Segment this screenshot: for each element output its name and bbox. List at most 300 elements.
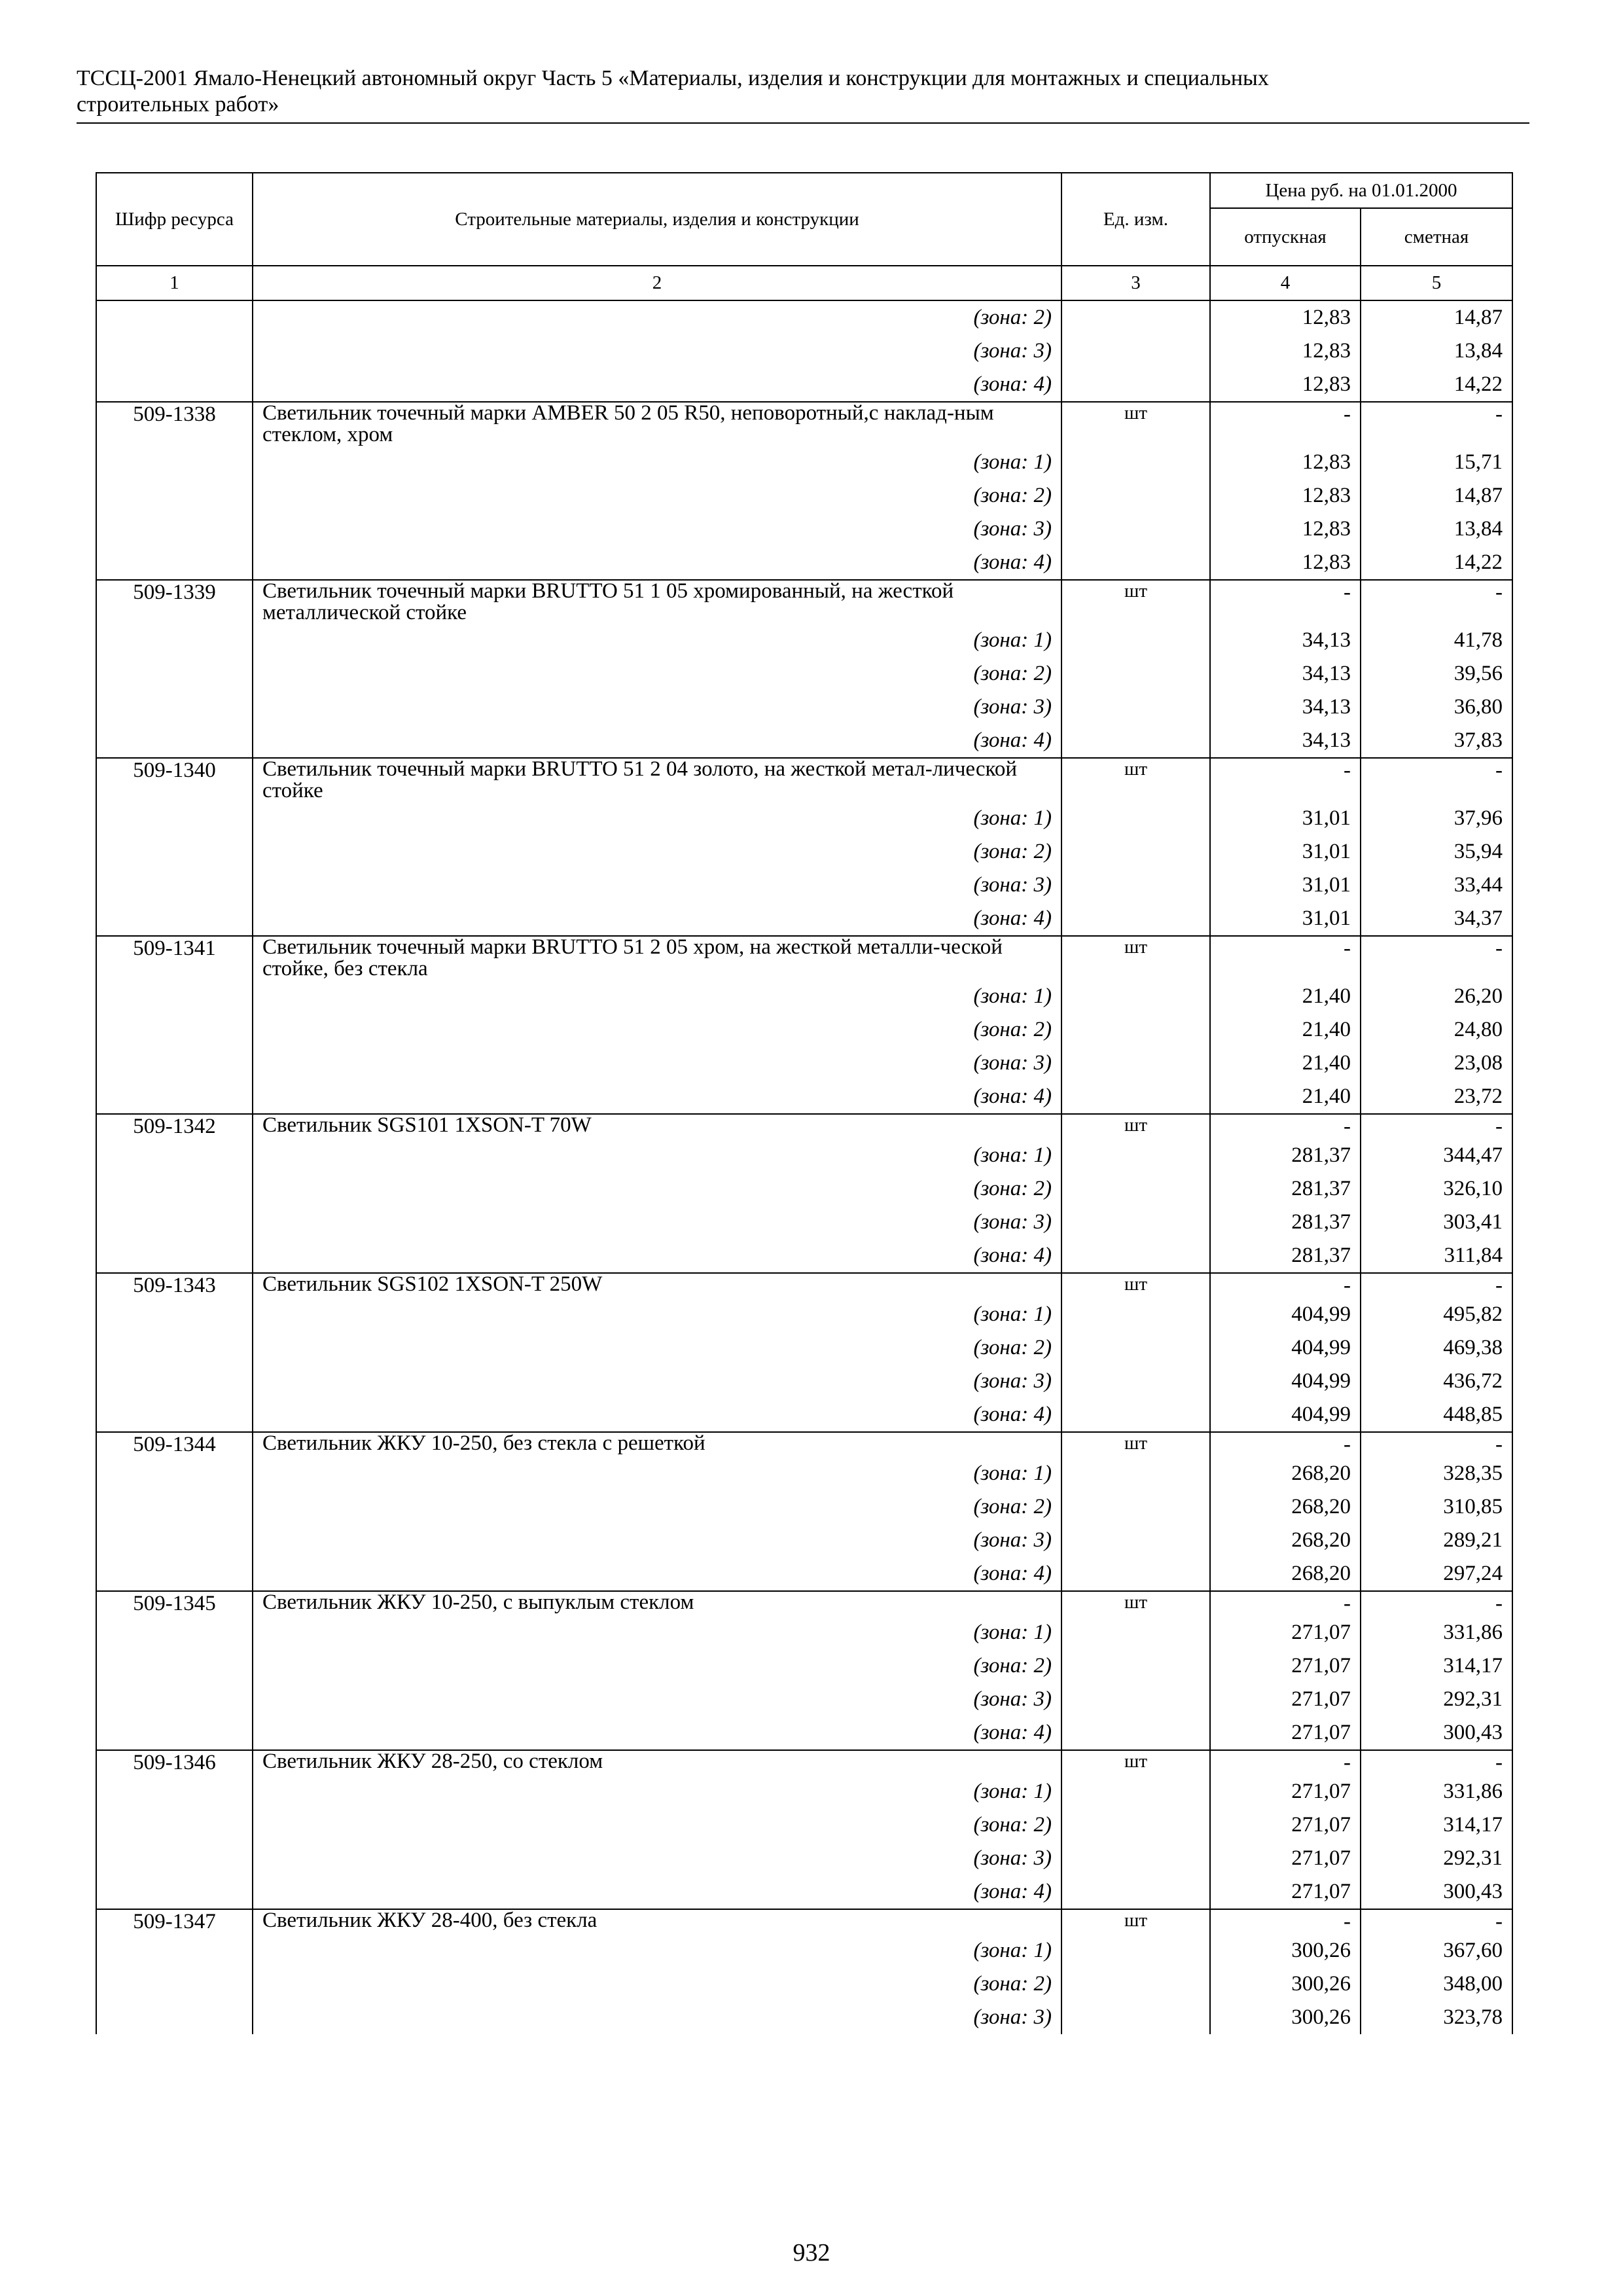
resource-code: 509-1338 — [96, 402, 253, 446]
code-cell — [96, 1557, 253, 1591]
zone-label: (зона: 2) — [973, 840, 1052, 863]
release-price: 12,83 — [1210, 479, 1361, 512]
unit-cell: шт — [1061, 1432, 1210, 1457]
unit-cell — [1061, 802, 1210, 835]
zone-label: (зона: 4) — [973, 1244, 1052, 1267]
zone-label: (зона: 4) — [973, 550, 1052, 574]
zone-row — [96, 657, 1512, 691]
estimate-price: - — [1361, 936, 1512, 980]
unit-cell — [1061, 1331, 1210, 1365]
estimate-price: 35,94 — [1361, 835, 1512, 869]
code-cell — [96, 1934, 253, 1967]
release-price: 31,01 — [1210, 869, 1361, 902]
release-price: - — [1210, 580, 1361, 624]
code-cell — [96, 1875, 253, 1909]
resource-code: 509-1342 — [96, 1114, 253, 1139]
code-cell — [96, 1172, 253, 1206]
estimate-price: 495,82 — [1361, 1298, 1512, 1331]
table-row — [96, 580, 1512, 624]
zone-label: (зона: 4) — [973, 1085, 1052, 1108]
zone-label: (зона: 1) — [973, 1462, 1052, 1485]
unit-cell: шт — [1061, 936, 1210, 980]
release-price: 268,20 — [1210, 1490, 1361, 1524]
code-cell — [96, 2001, 253, 2034]
estimate-price: - — [1361, 1750, 1512, 1775]
zone-label: (зона: 2) — [973, 1813, 1052, 1837]
code-cell — [96, 691, 253, 724]
estimate-price: 436,72 — [1361, 1365, 1512, 1398]
resource-code: 509-1346 — [96, 1750, 253, 1775]
zone-row — [96, 1398, 1512, 1432]
col-header-name: Строительные материалы, изделия и конструкции — [253, 173, 1061, 266]
release-price: - — [1210, 1273, 1361, 1298]
unit-cell — [1061, 546, 1210, 580]
price-table — [96, 172, 1513, 2034]
unit-cell: шт — [1061, 1591, 1210, 1616]
zone-label: (зона: 3) — [973, 1846, 1052, 1870]
unit-cell — [1061, 1457, 1210, 1490]
zone-label: (зона: 1) — [973, 1143, 1052, 1167]
col-number-4: 4 — [1210, 266, 1361, 300]
code-cell — [96, 902, 253, 936]
zone-label: (зона: 2) — [973, 484, 1052, 507]
code-cell — [96, 1683, 253, 1716]
unit-cell — [1061, 1080, 1210, 1114]
item-name: Светильник ЖКУ 10-250, с выпуклым стеклом — [253, 1591, 1061, 1616]
table-row — [96, 1909, 1512, 1934]
estimate-price: 300,43 — [1361, 1875, 1512, 1909]
estimate-price: 311,84 — [1361, 1239, 1512, 1273]
code-cell — [96, 479, 253, 512]
unit-cell — [1061, 1239, 1210, 1273]
zone-row — [96, 1716, 1512, 1750]
release-price: 271,07 — [1210, 1683, 1361, 1716]
zone-label: (зона: 1) — [973, 1302, 1052, 1326]
estimate-price: 14,87 — [1361, 300, 1512, 334]
zone-row — [96, 724, 1512, 758]
item-name: Светильник SGS102 1XSON-T 250W — [253, 1273, 1061, 1298]
zone-row — [96, 1298, 1512, 1331]
zone-label: (зона: 3) — [973, 873, 1052, 897]
zone-row — [96, 1239, 1512, 1273]
zone-row — [96, 512, 1512, 546]
code-cell — [96, 835, 253, 869]
zone-label: (зона: 1) — [973, 806, 1052, 830]
unit-cell — [1061, 902, 1210, 936]
col-number-2: 2 — [253, 266, 1061, 300]
unit-cell: шт — [1061, 1114, 1210, 1139]
release-price: - — [1210, 402, 1361, 446]
zone-row — [96, 446, 1512, 479]
table-body — [96, 300, 1512, 2034]
estimate-price: 344,47 — [1361, 1139, 1512, 1172]
code-cell — [96, 1616, 253, 1649]
unit-cell — [1061, 1013, 1210, 1047]
zone-label: (зона: 3) — [973, 517, 1052, 541]
release-price: 268,20 — [1210, 1557, 1361, 1591]
estimate-price: - — [1361, 1909, 1512, 1934]
zone-row — [96, 1967, 1512, 2001]
code-cell — [96, 1716, 253, 1750]
zone-row — [96, 1172, 1512, 1206]
release-price: 271,07 — [1210, 1875, 1361, 1909]
col-header-release: отпускная — [1210, 208, 1361, 266]
release-price: 31,01 — [1210, 802, 1361, 835]
code-cell — [96, 1298, 253, 1331]
code-cell — [96, 1398, 253, 1432]
code-cell — [96, 1490, 253, 1524]
resource-code: 509-1345 — [96, 1591, 253, 1616]
col-header-code: Шифр ресурса — [96, 173, 253, 266]
release-price: 21,40 — [1210, 980, 1361, 1013]
code-cell — [96, 1775, 253, 1808]
resource-code: 509-1340 — [96, 758, 253, 802]
table-row — [96, 1114, 1512, 1139]
zone-row — [96, 1842, 1512, 1875]
code-cell — [96, 1808, 253, 1842]
code-cell — [96, 802, 253, 835]
zone-row — [96, 334, 1512, 368]
release-price: 271,07 — [1210, 1716, 1361, 1750]
code-cell — [96, 446, 253, 479]
estimate-price: 26,20 — [1361, 980, 1512, 1013]
unit-cell — [1061, 1557, 1210, 1591]
zone-label: (зона: 4) — [973, 372, 1052, 396]
release-price: 12,83 — [1210, 512, 1361, 546]
release-price: 21,40 — [1210, 1047, 1361, 1080]
release-price: - — [1210, 1114, 1361, 1139]
zone-label: (зона: 1) — [973, 1621, 1052, 1644]
estimate-price: 39,56 — [1361, 657, 1512, 691]
zone-label: (зона: 2) — [973, 1018, 1052, 1041]
unit-cell — [1061, 1047, 1210, 1080]
zone-row — [96, 1490, 1512, 1524]
unit-cell — [1061, 1716, 1210, 1750]
estimate-price: 314,17 — [1361, 1808, 1512, 1842]
code-cell — [96, 1649, 253, 1683]
release-price: 31,01 — [1210, 902, 1361, 936]
code-cell — [96, 1013, 253, 1047]
estimate-price: 13,84 — [1361, 334, 1512, 368]
unit-cell: шт — [1061, 1750, 1210, 1775]
code-cell — [96, 1457, 253, 1490]
estimate-price: - — [1361, 580, 1512, 624]
header-line-1: ТССЦ-2001 Ямало-Ненецкий автономный округ Часть 5 «Материалы, изделия и конструкции для монтажных и специальных — [77, 66, 1269, 90]
resource-code: 509-1347 — [96, 1909, 253, 1934]
item-name: Светильник SGS101 1XSON-T 70W — [253, 1114, 1061, 1139]
item-name: Светильник ЖКУ 28-250, со стеклом — [253, 1750, 1061, 1775]
estimate-price: - — [1361, 1432, 1512, 1457]
zone-row — [96, 1775, 1512, 1808]
table-row — [96, 1273, 1512, 1298]
estimate-price: 23,72 — [1361, 1080, 1512, 1114]
zone-label: (зона: 2) — [973, 1336, 1052, 1359]
release-price: 34,13 — [1210, 724, 1361, 758]
unit-cell — [1061, 1683, 1210, 1716]
unit-cell — [1061, 691, 1210, 724]
code-cell — [96, 1239, 253, 1273]
zone-row — [96, 691, 1512, 724]
unit-cell — [1061, 1775, 1210, 1808]
estimate-price: - — [1361, 1114, 1512, 1139]
release-price: 12,83 — [1210, 368, 1361, 402]
zone-row — [96, 1080, 1512, 1114]
code-cell — [96, 1139, 253, 1172]
unit-cell: шт — [1061, 580, 1210, 624]
code-cell — [96, 980, 253, 1013]
zone-row — [96, 1331, 1512, 1365]
zone-row — [96, 368, 1512, 402]
unit-cell — [1061, 1524, 1210, 1557]
table-row — [96, 936, 1512, 980]
release-price: 268,20 — [1210, 1457, 1361, 1490]
release-price: 271,07 — [1210, 1808, 1361, 1842]
unit-cell — [1061, 1808, 1210, 1842]
zone-row — [96, 1524, 1512, 1557]
zone-label: (зона: 2) — [973, 662, 1052, 685]
zone-label: (зона: 1) — [973, 1939, 1052, 1962]
zone-label: (зона: 4) — [973, 728, 1052, 752]
zone-row — [96, 546, 1512, 580]
release-price: - — [1210, 1432, 1361, 1457]
zone-label: (зона: 2) — [973, 1972, 1052, 1996]
release-price: 281,37 — [1210, 1139, 1361, 1172]
code-cell — [96, 300, 253, 334]
zone-label: (зона: 3) — [973, 1210, 1052, 1234]
estimate-price: 323,78 — [1361, 2001, 1512, 2034]
release-price: 300,26 — [1210, 2001, 1361, 2034]
zone-label: (зона: 1) — [973, 1780, 1052, 1803]
unit-cell — [1061, 980, 1210, 1013]
zone-row — [96, 1457, 1512, 1490]
zone-label: (зона: 4) — [973, 1880, 1052, 1903]
resource-code: 509-1343 — [96, 1273, 253, 1298]
estimate-price: 37,96 — [1361, 802, 1512, 835]
col-number-3: 3 — [1061, 266, 1210, 300]
unit-cell — [1061, 1365, 1210, 1398]
zone-row — [96, 1875, 1512, 1909]
release-price: 12,83 — [1210, 300, 1361, 334]
release-price: 404,99 — [1210, 1398, 1361, 1432]
resource-code: 509-1341 — [96, 936, 253, 980]
zone-row — [96, 1934, 1512, 1967]
page-number: 932 — [793, 2239, 830, 2267]
code-cell — [96, 1080, 253, 1114]
zone-label: (зона: 3) — [973, 1369, 1052, 1393]
release-price: 300,26 — [1210, 1967, 1361, 2001]
zone-row — [96, 980, 1512, 1013]
zone-label: (зона: 4) — [973, 906, 1052, 930]
code-cell — [96, 1331, 253, 1365]
release-price: 271,07 — [1210, 1616, 1361, 1649]
estimate-price: 24,80 — [1361, 1013, 1512, 1047]
unit-cell — [1061, 1490, 1210, 1524]
zone-label: (зона: 3) — [973, 339, 1052, 363]
code-cell — [96, 657, 253, 691]
unit-cell — [1061, 1298, 1210, 1331]
release-price: 281,37 — [1210, 1239, 1361, 1273]
estimate-price: 36,80 — [1361, 691, 1512, 724]
estimate-price: - — [1361, 402, 1512, 446]
estimate-price: 331,86 — [1361, 1616, 1512, 1649]
col-header-unit: Ед. изм. — [1061, 173, 1210, 266]
code-cell — [96, 546, 253, 580]
col-number-5: 5 — [1361, 266, 1512, 300]
release-price: 404,99 — [1210, 1298, 1361, 1331]
release-price: - — [1210, 758, 1361, 802]
zone-row — [96, 1139, 1512, 1172]
zone-label: (зона: 4) — [973, 1721, 1052, 1744]
estimate-price: 33,44 — [1361, 869, 1512, 902]
col-number-1: 1 — [96, 266, 253, 300]
table-row — [96, 1432, 1512, 1457]
col-header-price-group: Цена руб. на 01.01.2000 — [1210, 173, 1512, 208]
release-price: 21,40 — [1210, 1013, 1361, 1047]
unit-cell: шт — [1061, 1273, 1210, 1298]
release-price: 300,26 — [1210, 1934, 1361, 1967]
zone-row — [96, 1013, 1512, 1047]
estimate-price: 13,84 — [1361, 512, 1512, 546]
estimate-price: 289,21 — [1361, 1524, 1512, 1557]
estimate-price: 326,10 — [1361, 1172, 1512, 1206]
estimate-price: 314,17 — [1361, 1649, 1512, 1683]
unit-cell — [1061, 1616, 1210, 1649]
estimate-price: 14,87 — [1361, 479, 1512, 512]
zone-label: (зона: 4) — [973, 1403, 1052, 1426]
zone-label: (зона: 4) — [973, 1562, 1052, 1585]
zone-row — [96, 835, 1512, 869]
zone-row — [96, 1649, 1512, 1683]
zone-row — [96, 624, 1512, 657]
estimate-price: 41,78 — [1361, 624, 1512, 657]
unit-cell — [1061, 869, 1210, 902]
code-cell — [96, 869, 253, 902]
unit-cell — [1061, 1649, 1210, 1683]
release-price: 12,83 — [1210, 334, 1361, 368]
code-cell — [96, 334, 253, 368]
zone-label: (зона: 2) — [253, 300, 1061, 334]
header-rule — [77, 122, 1529, 124]
unit-cell: шт — [1061, 758, 1210, 802]
estimate-price: 367,60 — [1361, 1934, 1512, 1967]
unit-cell — [1061, 300, 1210, 334]
zone-row — [96, 902, 1512, 936]
estimate-price: 292,31 — [1361, 1683, 1512, 1716]
item-name: Светильник ЖКУ 10-250, без стекла с решеткой — [253, 1432, 1061, 1457]
estimate-price: 328,35 — [1361, 1457, 1512, 1490]
zone-row — [96, 1557, 1512, 1591]
zone-row — [96, 2001, 1512, 2034]
zone-label: (зона: 3) — [973, 1687, 1052, 1711]
release-price: 281,37 — [1210, 1172, 1361, 1206]
estimate-price: 448,85 — [1361, 1398, 1512, 1432]
code-cell — [96, 512, 253, 546]
code-cell — [96, 624, 253, 657]
item-name: Светильник ЖКУ 28-400, без стекла — [253, 1909, 1061, 1934]
release-price: 21,40 — [1210, 1080, 1361, 1114]
estimate-price: 469,38 — [1361, 1331, 1512, 1365]
release-price: 404,99 — [1210, 1365, 1361, 1398]
estimate-price: 297,24 — [1361, 1557, 1512, 1591]
header-line-2: строительных работ» — [77, 92, 279, 117]
unit-cell: шт — [1061, 402, 1210, 446]
estimate-price: 34,37 — [1361, 902, 1512, 936]
zone-row — [96, 1365, 1512, 1398]
unit-cell — [1061, 446, 1210, 479]
zone-row — [96, 869, 1512, 902]
release-price: 271,07 — [1210, 1775, 1361, 1808]
item-name: Светильник точечный марки AMBER 50 2 05 R50, неповоротный,с наклад-ным стеклом, хром — [253, 402, 1061, 446]
zone-row — [96, 1616, 1512, 1649]
release-price: - — [1210, 1591, 1361, 1616]
unit-cell — [1061, 1398, 1210, 1432]
code-cell — [96, 724, 253, 758]
unit-cell — [1061, 1842, 1210, 1875]
resource-code: 509-1344 — [96, 1432, 253, 1457]
estimate-price: 331,86 — [1361, 1775, 1512, 1808]
col-header-estimate: сметная — [1361, 208, 1512, 266]
zone-label: (зона: 2) — [973, 1654, 1052, 1677]
unit-cell — [1061, 835, 1210, 869]
code-cell — [96, 368, 253, 402]
estimate-price: 14,22 — [1361, 368, 1512, 402]
zone-label: (зона: 2) — [973, 1495, 1052, 1518]
table-row — [96, 1591, 1512, 1616]
estimate-price: - — [1361, 758, 1512, 802]
release-price: - — [1210, 1909, 1361, 1934]
code-cell — [96, 1967, 253, 2001]
estimate-price: 348,00 — [1361, 1967, 1512, 2001]
zone-label: (зона: 3) — [973, 1051, 1052, 1075]
zone-row — [96, 479, 1512, 512]
estimate-price: 310,85 — [1361, 1490, 1512, 1524]
zone-label: (зона: 3) — [973, 2005, 1052, 2029]
release-price: 404,99 — [1210, 1331, 1361, 1365]
item-name: Светильник точечный марки BRUTTO 51 2 05 хром, на жесткой металли-ческой стойке, без стекла — [253, 936, 1061, 980]
estimate-price: 14,22 — [1361, 546, 1512, 580]
release-price: 268,20 — [1210, 1524, 1361, 1557]
zone-label: (зона: 3) — [973, 695, 1052, 719]
unit-cell — [1061, 657, 1210, 691]
item-name: Светильник точечный марки BRUTTO 51 1 05 хромированный, на жесткой металлической стойке — [253, 580, 1061, 624]
table-row — [96, 402, 1512, 446]
unit-cell — [1061, 724, 1210, 758]
estimate-price: 23,08 — [1361, 1047, 1512, 1080]
release-price: 34,13 — [1210, 691, 1361, 724]
code-cell — [96, 1365, 253, 1398]
zone-row — [96, 1206, 1512, 1239]
zone-label: (зона: 2) — [973, 1177, 1052, 1200]
estimate-price: 292,31 — [1361, 1842, 1512, 1875]
zone-row — [96, 1808, 1512, 1842]
unit-cell — [1061, 2001, 1210, 2034]
release-price: - — [1210, 936, 1361, 980]
estimate-price: - — [1361, 1273, 1512, 1298]
zone-label: (зона: 1) — [973, 984, 1052, 1008]
unit-cell — [1061, 479, 1210, 512]
zone-label: (зона: 3) — [973, 1528, 1052, 1552]
zone-row — [96, 1047, 1512, 1080]
release-price: 34,13 — [1210, 657, 1361, 691]
release-price: 271,07 — [1210, 1842, 1361, 1875]
unit-cell — [1061, 1139, 1210, 1172]
estimate-price: 15,71 — [1361, 446, 1512, 479]
release-price: 12,83 — [1210, 546, 1361, 580]
release-price: 31,01 — [1210, 835, 1361, 869]
code-cell — [96, 1206, 253, 1239]
zone-label: (зона: 1) — [973, 450, 1052, 474]
release-price: 281,37 — [1210, 1206, 1361, 1239]
